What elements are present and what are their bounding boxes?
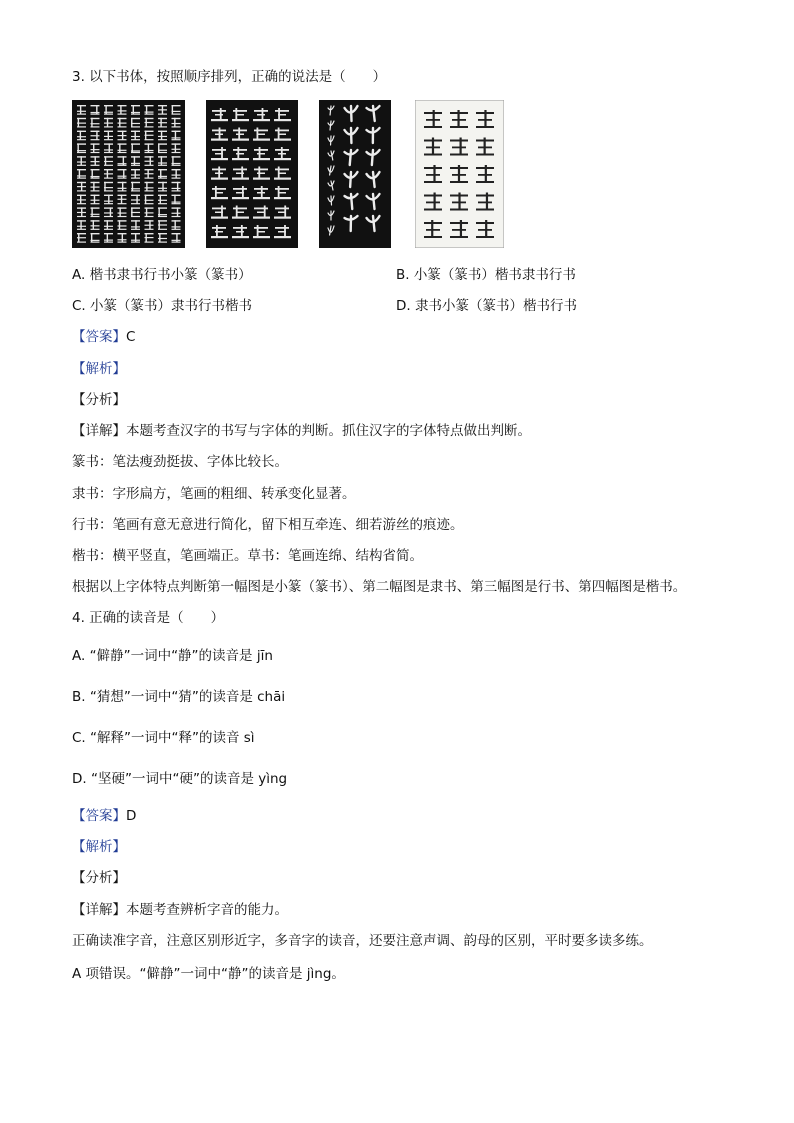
q4-line-1: 正确读准字音，注意区别形近字，多音字的读音，还要注意声调、韵母的区别，平时要多读多练。 xyxy=(72,933,653,949)
q4-option-c: C. “解释”一词中“释”的读音 sì xyxy=(72,730,255,746)
q3-answer xyxy=(72,328,135,346)
q4-detail xyxy=(72,901,288,919)
detail-tag: 【详解】 xyxy=(72,902,126,918)
calligraphy-images xyxy=(72,100,512,250)
q3-option-d: D. 隶书小篆（篆书）楷书行书 xyxy=(396,298,577,314)
q3-line-2: 隶书：字形扁方，笔画的粗细、转承变化显著。 xyxy=(72,486,356,502)
q3-option-a: A. 楷书隶书行书小篆（篆书） xyxy=(72,267,252,283)
q3-line-4: 楷书：横平竖直，笔画端正。草书：笔画连绵、结构省简。 xyxy=(72,548,423,564)
detail-text: 本题考查辨析字音的能力。 xyxy=(126,902,288,918)
q4-option-b: B. “猜想”一词中“猜”的读音是 chāi xyxy=(72,689,286,705)
clerical-script-calligraphy-icon xyxy=(206,100,298,248)
answer-tag: 【答案】 xyxy=(72,329,126,345)
q3-analysis-tag: 【解析】 xyxy=(72,361,126,377)
answer-tag: 【答案】 xyxy=(72,808,126,824)
q4-analysis-tag: 【解析】 xyxy=(72,839,126,855)
detail-tag: 【详解】 xyxy=(72,423,126,439)
q3-stem: 3. 以下书体，按照顺序排列，正确的说法是（ ） xyxy=(72,69,387,85)
q4-answer xyxy=(72,807,136,825)
seal-script-calligraphy-icon xyxy=(72,100,185,248)
q3-option-b: B. 小篆（篆书）楷书隶书行书 xyxy=(396,267,576,283)
q3-fenxi-tag: 【分析】 xyxy=(72,392,126,408)
q3-line-5: 根据以上字体特点判断第一幅图是小篆（篆书）、第二幅图是隶书、第三幅图是行书、第四幅图是楷书。 xyxy=(72,579,687,595)
answer-value: C xyxy=(126,329,136,345)
q4-stem: 4. 正确的读音是（ ） xyxy=(72,610,225,626)
q3-line-1: 篆书：笔法瘦劲挺拔、字体比较长。 xyxy=(72,454,288,470)
detail-text: 本题考查汉字的书写与字体的判断。抓住汉字的字体特点做出判断。 xyxy=(126,423,531,439)
q3-option-c: C. 小篆（篆书）隶书行书楷书 xyxy=(72,298,253,314)
running-script-calligraphy-icon xyxy=(319,100,391,248)
q4-fenxi-tag: 【分析】 xyxy=(72,870,126,886)
q3-detail xyxy=(72,422,531,440)
answer-value: D xyxy=(126,808,137,824)
q4-line-2: A 项错误。“僻静”一词中“静”的读音是 jìng。 xyxy=(72,966,345,982)
q4-option-a: A. “僻静”一词中“静”的读音是 jīn xyxy=(72,648,273,664)
q3-line-3: 行书：笔画有意无意进行简化，留下相互牵连、细若游丝的痕迹。 xyxy=(72,517,464,533)
regular-script-calligraphy-icon xyxy=(415,100,504,248)
q4-option-d: D. “坚硬”一词中“硬”的读音是 yìng xyxy=(72,771,288,787)
